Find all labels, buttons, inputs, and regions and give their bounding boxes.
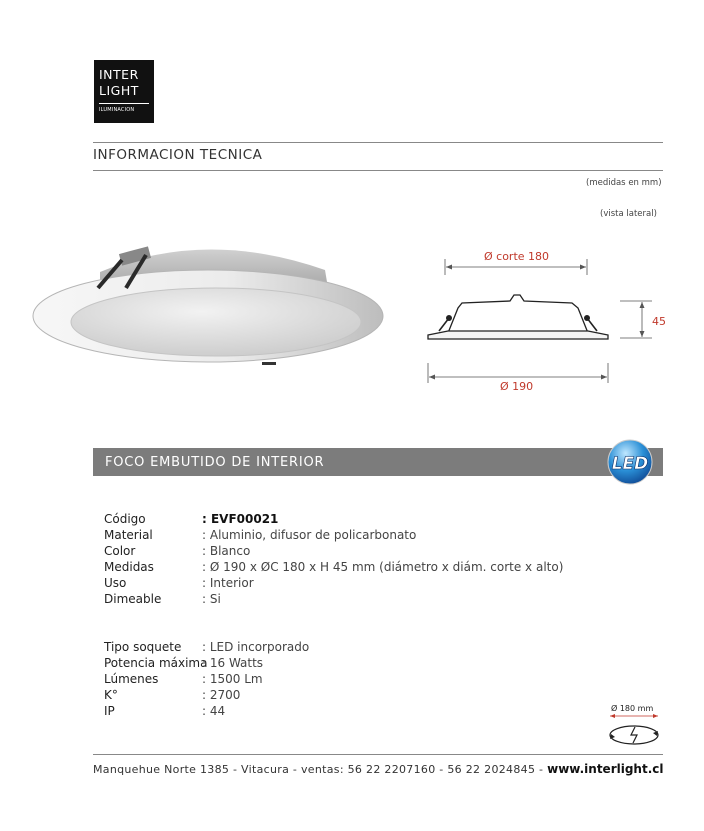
spec-key: IP bbox=[104, 704, 115, 718]
spec-key: K° bbox=[104, 688, 118, 702]
spec-row-dimeable bbox=[104, 591, 664, 607]
spec-row-color bbox=[104, 543, 664, 559]
cut-diameter-label: Ø corte 180 bbox=[484, 250, 550, 263]
spec-row-potencia bbox=[104, 655, 504, 671]
spec-value: : 16 Watts bbox=[202, 656, 264, 670]
header-bottom-rule bbox=[93, 170, 663, 171]
spec-value: : 2700 bbox=[202, 688, 241, 702]
spec-row-ip bbox=[104, 703, 504, 719]
spec-value: : Ø 190 x ØC 180 x H 45 mm (diámetro x diám. corte x alto) bbox=[202, 560, 564, 574]
spec-key: Color bbox=[104, 544, 136, 558]
height-label: 45 bbox=[652, 315, 666, 328]
spec-key: Lúmenes bbox=[104, 672, 159, 686]
spec-key: Tipo soquete bbox=[104, 640, 182, 654]
spec-key: Código bbox=[104, 512, 146, 526]
spec-row-medidas bbox=[104, 559, 664, 575]
view-note: (vista lateral) bbox=[600, 209, 657, 219]
spec-key: Dimeable bbox=[104, 592, 162, 606]
spec-value: : LED incorporado bbox=[202, 640, 310, 654]
footer-website-link[interactable]: www.interlight.cl bbox=[547, 762, 664, 776]
install-rotate-icon bbox=[606, 712, 662, 748]
spec-row-codigo bbox=[104, 511, 664, 527]
dimension-diagram bbox=[420, 245, 670, 395]
spec-row-material bbox=[104, 527, 664, 543]
spec-row-tipo-soquete bbox=[104, 639, 504, 655]
spec-value: : 44 bbox=[202, 704, 226, 718]
product-photo bbox=[30, 230, 390, 375]
logo-line-2: LIGHT bbox=[99, 83, 139, 98]
install-cut-label: Ø 180 mm bbox=[611, 704, 654, 713]
spec-value: : Blanco bbox=[202, 544, 251, 558]
logo-divider bbox=[99, 103, 149, 104]
footer bbox=[93, 762, 664, 776]
led-badge-text: LED bbox=[611, 454, 649, 474]
spec-key: Potencia máxima bbox=[104, 656, 208, 670]
product-banner bbox=[93, 448, 663, 476]
product-name: FOCO EMBUTIDO DE INTERIOR bbox=[105, 455, 325, 470]
spec-key: Medidas bbox=[104, 560, 154, 574]
spec-row-uso bbox=[104, 575, 664, 591]
logo-line-1: INTER bbox=[99, 67, 139, 82]
header-top-rule bbox=[93, 142, 663, 143]
logo-line-3: ILUMINACION bbox=[99, 107, 135, 113]
page-title: INFORMACION TECNICA bbox=[93, 147, 263, 163]
spec-value: : Interior bbox=[202, 576, 254, 590]
footer-rule bbox=[93, 754, 663, 755]
spec-row-lumenes bbox=[104, 671, 504, 687]
spec-key: Uso bbox=[104, 576, 127, 590]
spec-table-electric bbox=[104, 639, 504, 719]
spec-value: : 1500 Lm bbox=[202, 672, 263, 686]
spec-value: : EVF00021 bbox=[202, 512, 279, 526]
units-note: (medidas en mm) bbox=[586, 178, 662, 188]
led-badge-icon bbox=[603, 438, 657, 486]
spec-value: : Si bbox=[202, 592, 221, 606]
brand-logo bbox=[94, 60, 154, 123]
spec-value: : Aluminio, difusor de policarbonato bbox=[202, 528, 417, 542]
spec-row-kelvin bbox=[104, 687, 504, 703]
spec-table-main bbox=[104, 511, 664, 607]
diameter-label: Ø 190 bbox=[500, 380, 534, 393]
footer-contact: Manquehue Norte 1385 - Vitacura - ventas: 56 22 2207160 - 56 22 2024845 - bbox=[93, 763, 544, 776]
spec-key: Material bbox=[104, 528, 153, 542]
